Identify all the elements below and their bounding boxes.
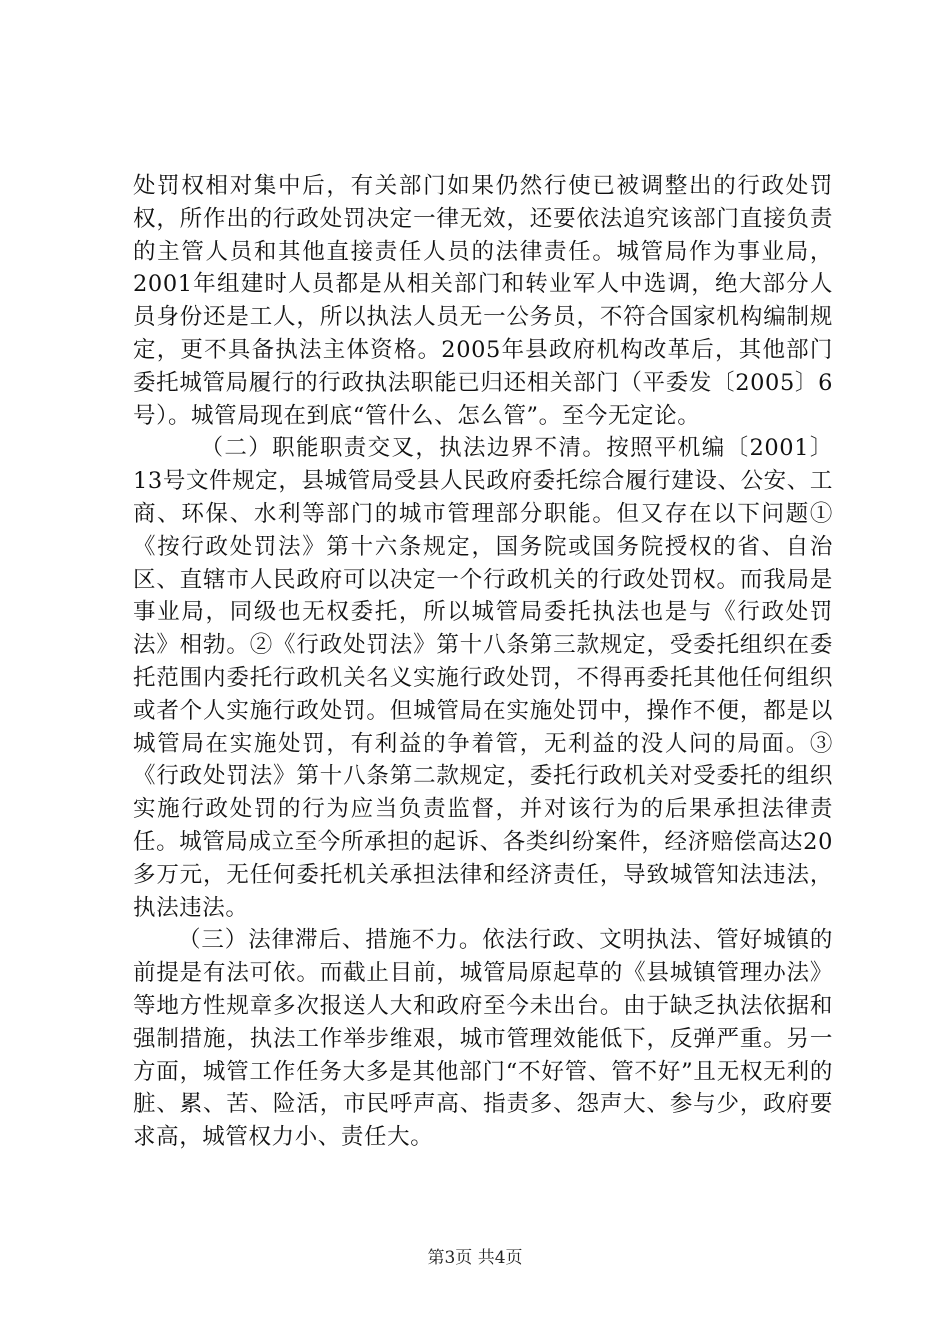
paragraph-continuation: 处罚权相对集中后，有关部门如果仍然行使已被调整出的行政处罚权，所作出的行政处罚决定一律无效，还要依法追究该部门直接负责的主管人员和其他直接责任人员的法律责任。城管局作为事业局，2001年组建时人员都是从相关部门和转业军人中选调，绝大部分人员身份还是工人，所以执法人员无一公务员，不符合国家机构编制规定，更不具备执法主体资格。2005年县政府机构改革后，其他部门委托城管局履行的行政执法职能已归还相关部门（平委发〔2005〕6号）。城管局现在到底“管什么、怎么管”。至今无定论。 bbox=[133, 173, 833, 429]
document-body bbox=[133, 170, 833, 1154]
page-number-footer: 第3页 共4页 bbox=[427, 1248, 523, 1268]
paragraph-section-two: （二）职能职责交叉，执法边界不清。按照平机编〔2001〕13号文件规定，县城管局受县人民政府委托综合履行建设、公安、工商、环保、水利等部门的城市管理部分职能。但又存在以下问题①《按行政处罚法》第十六条规定，国务院或国务院授权的省、自治区、直辖市人民政府可以决定一个行政机关的行政处罚权。而我局是事业局，同级也无权委托，所以城管局委托执法也是与《行政处罚法》相勃。②《行政处罚法》第十八条第三款规定，受委托组织在委托范围内委托行政机关名义实施行政处罚，不得再委托其他任何组织或者个人实施行政处罚。但城管局在实施处罚中，操作不便，都是以城管局在实施处罚，有利益的争着管，无利益的没人问的局面。③《行政处罚法》第十八条第二款规定，委托行政机关对受委托的组织实施行政处罚的行为应当负责监督，并对该行为的后果承担法律责任。城管局成立至今所承担的起诉、各类纠纷案件，经济赔偿高达20多万元，无任何委托机关承担法律和经济责任，导致城管知法违法，执法违法。 bbox=[133, 435, 833, 921]
paragraph-section-three: （三）法律滞后、措施不力。依法行政、文明执法、管好城镇的前提是有法可依。而截止目前，城管局原起草的《县城镇管理办法》等地方性规章多次报送人大和政府至今未出台。由于缺乏执法依据和强制措施，执法工作举步维艰，城市管理效能低下，反弹严重。另一方面，城管工作任务大多是其他部门“不好管、管不好”且无权无利的脏、累、苦、险活，市民呼声高、指责多、怨声大、参与少，政府要求高，城管权力小、责任大。 bbox=[133, 927, 833, 1151]
